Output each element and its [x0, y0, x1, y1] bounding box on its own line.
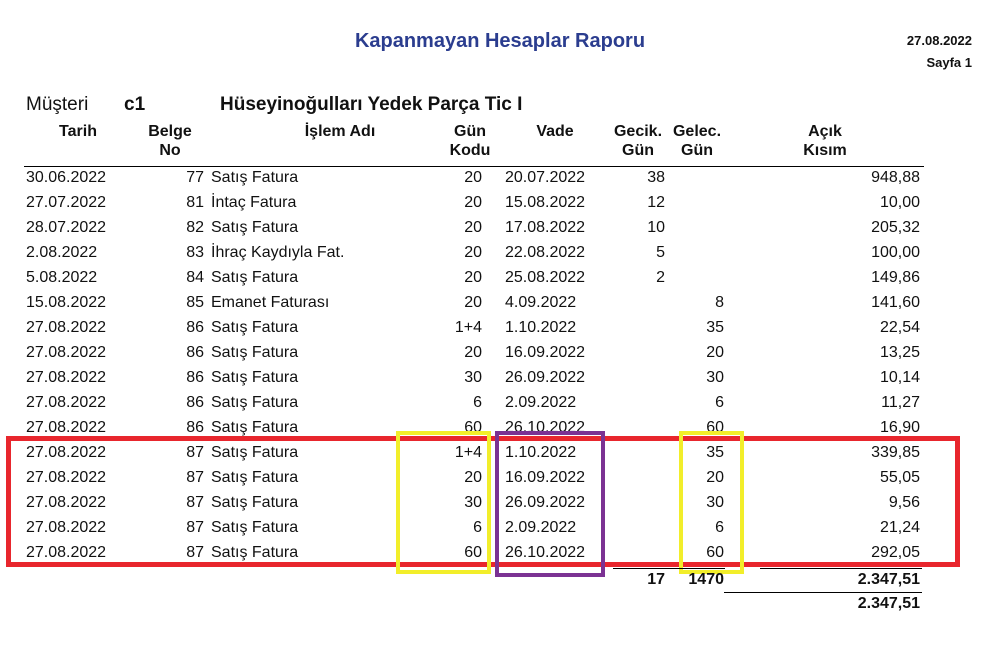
- cell-no: 86: [186, 344, 204, 361]
- cell-gelec: 6: [715, 394, 724, 411]
- cell-kod: 1+4: [454, 319, 482, 336]
- cell-tarih: 27.08.2022: [26, 494, 107, 511]
- cell-no: 86: [186, 419, 204, 436]
- cell-kod: 1+4: [454, 444, 482, 461]
- page-number: Sayfa 1: [926, 55, 972, 70]
- cell-acik: 205,32: [871, 219, 920, 236]
- cell-tarih: 27.08.2022: [26, 444, 107, 461]
- cell-tarih: 27.08.2022: [26, 344, 107, 361]
- cell-no: 82: [186, 219, 204, 236]
- cell-gelec: 60: [706, 544, 724, 561]
- cell-gecik: 10: [647, 219, 665, 236]
- cell-islem: Satış Fatura: [211, 544, 299, 561]
- cell-tarih: 27.08.2022: [26, 319, 107, 336]
- cell-acik: 100,00: [871, 244, 920, 261]
- highlight-yellow-box-gun-kodu: [396, 431, 491, 574]
- cell-tarih: 27.07.2022: [26, 194, 107, 211]
- cell-gecik: 5: [656, 244, 665, 261]
- cell-no: 86: [186, 369, 204, 386]
- total-gecik: 17: [647, 571, 665, 588]
- cell-vade: 1.10.2022: [505, 444, 577, 461]
- cell-tarih: 27.08.2022: [26, 369, 107, 386]
- totals-rule-right: [760, 568, 922, 569]
- table-row: [0, 217, 1000, 242]
- customer-label: Müşteri: [26, 94, 89, 115]
- table-row: [0, 342, 1000, 367]
- cell-islem: Satış Fatura: [211, 394, 299, 411]
- cell-tarih: 2.08.2022: [26, 244, 98, 261]
- cell-gecik: 2: [656, 269, 665, 286]
- cell-no: 84: [186, 269, 204, 286]
- cell-no: 85: [186, 294, 204, 311]
- cell-no: 87: [186, 494, 204, 511]
- cell-no: 81: [186, 194, 204, 211]
- table-row: [0, 167, 1000, 192]
- cell-islem: Satış Fatura: [211, 419, 299, 436]
- cell-tarih: 27.08.2022: [26, 544, 107, 561]
- table-row: [0, 392, 1000, 417]
- cell-islem: Satış Fatura: [211, 444, 299, 461]
- customer-code: c1: [124, 94, 146, 115]
- cell-islem: Emanet Faturası: [211, 294, 330, 311]
- highlight-purple-box-vade: [495, 431, 605, 577]
- cell-vade: 22.08.2022: [505, 244, 586, 261]
- cell-no: 83: [186, 244, 204, 261]
- report-date: 27.08.2022: [906, 33, 972, 48]
- cell-vade: 20.07.2022: [505, 169, 586, 186]
- cell-gecik: 12: [647, 194, 665, 211]
- cell-gelec: 35: [706, 444, 724, 461]
- header-islem-adi: İşlem Adı: [304, 123, 376, 140]
- cell-acik: 339,85: [871, 444, 920, 461]
- cell-tarih: 27.08.2022: [26, 469, 107, 486]
- cell-kod: 20: [464, 219, 482, 236]
- cell-tarih: 28.07.2022: [26, 219, 107, 236]
- cell-acik: 16,90: [879, 419, 920, 436]
- cell-gecik: 38: [647, 169, 665, 186]
- cell-vade: 16.09.2022: [505, 469, 586, 486]
- cell-kod: 20: [464, 194, 482, 211]
- cell-islem: Satış Fatura: [211, 219, 299, 236]
- cell-acik: 149,86: [871, 269, 920, 286]
- cell-acik: 948,88: [871, 169, 920, 186]
- cell-gelec: 30: [706, 369, 724, 386]
- report-meta: [907, 30, 972, 74]
- total-gelec: 1470: [688, 571, 724, 588]
- header-gecik-gun: Gecik. Gün: [613, 123, 663, 159]
- grand-total-rule: [724, 592, 922, 593]
- total-acik: 2.347,51: [857, 571, 920, 588]
- cell-gelec: 35: [706, 319, 724, 336]
- cell-kod: 20: [464, 469, 482, 486]
- cell-acik: 9,56: [888, 494, 920, 511]
- grand-total-acik: 2.347,51: [857, 595, 920, 612]
- cell-islem: İhraç Kaydıyla Fat.: [211, 244, 345, 261]
- cell-tarih: 15.08.2022: [26, 294, 107, 311]
- cell-kod: 60: [464, 419, 482, 436]
- cell-kod: 6: [473, 519, 482, 536]
- cell-vade: 4.09.2022: [505, 294, 577, 311]
- cell-tarih: 27.08.2022: [26, 394, 107, 411]
- cell-islem: Satış Fatura: [211, 319, 299, 336]
- cell-islem: Satış Fatura: [211, 169, 299, 186]
- table-row: [0, 267, 1000, 292]
- cell-kod: 20: [464, 269, 482, 286]
- cell-kod: 6: [473, 394, 482, 411]
- cell-acik: 22,54: [879, 319, 920, 336]
- header-gun-kodu: Gün Kodu: [449, 123, 491, 159]
- cell-tarih: 27.08.2022: [26, 519, 107, 536]
- cell-kod: 30: [464, 494, 482, 511]
- cell-kod: 30: [464, 369, 482, 386]
- cell-acik: 21,24: [879, 519, 920, 536]
- cell-acik: 141,60: [871, 294, 920, 311]
- cell-vade: 2.09.2022: [505, 394, 577, 411]
- cell-vade: 17.08.2022: [505, 219, 586, 236]
- cell-kod: 20: [464, 169, 482, 186]
- header-tarih: Tarih: [59, 123, 97, 140]
- cell-islem: Satış Fatura: [211, 344, 299, 361]
- cell-islem: İntaç Fatura: [211, 194, 297, 211]
- cell-islem: Satış Fatura: [211, 469, 299, 486]
- cell-islem: Satış Fatura: [211, 519, 299, 536]
- table-row: [0, 192, 1000, 217]
- cell-vade: 26.09.2022: [505, 369, 586, 386]
- cell-tarih: 27.08.2022: [26, 419, 107, 436]
- cell-islem: Satış Fatura: [211, 369, 299, 386]
- cell-gelec: 60: [706, 419, 724, 436]
- cell-no: 86: [186, 319, 204, 336]
- header-acik-kisim: Açık Kısım: [803, 123, 847, 159]
- cell-no: 87: [186, 444, 204, 461]
- cell-vade: 1.10.2022: [505, 319, 577, 336]
- cell-no: 87: [186, 469, 204, 486]
- cell-gelec: 30: [706, 494, 724, 511]
- cell-gelec: 8: [715, 294, 724, 311]
- cell-gelec: 6: [715, 519, 724, 536]
- header-vade: Vade: [536, 123, 574, 140]
- cell-gelec: 20: [706, 344, 724, 361]
- cell-acik: 10,14: [879, 369, 920, 386]
- cell-vade: 26.09.2022: [505, 494, 586, 511]
- table-row: [0, 367, 1000, 392]
- cell-acik: 11,27: [881, 394, 920, 411]
- header-belge-no: Belge No: [148, 123, 192, 159]
- cell-no: 86: [186, 394, 204, 411]
- cell-no: 87: [186, 519, 204, 536]
- cell-no: 77: [186, 169, 204, 186]
- report-title: Kapanmayan Hesaplar Raporu: [354, 30, 646, 52]
- cell-acik: 55,05: [879, 469, 920, 486]
- cell-kod: 20: [464, 244, 482, 261]
- table-row: [0, 242, 1000, 267]
- totals-rule-left: [613, 568, 725, 569]
- cell-no: 87: [186, 544, 204, 561]
- cell-vade: 26.10.2022: [505, 419, 586, 436]
- cell-vade: 16.09.2022: [505, 344, 586, 361]
- cell-vade: 25.08.2022: [505, 269, 586, 286]
- cell-kod: 60: [464, 544, 482, 561]
- cell-tarih: 30.06.2022: [26, 169, 107, 186]
- cell-kod: 20: [464, 344, 482, 361]
- customer-name: Hüseyinoğulları Yedek Parça Tic I: [220, 94, 523, 115]
- cell-tarih: 5.08.2022: [26, 269, 98, 286]
- cell-kod: 20: [464, 294, 482, 311]
- cell-acik: 292,05: [871, 544, 920, 561]
- cell-islem: Satış Fatura: [211, 269, 299, 286]
- cell-islem: Satış Fatura: [211, 494, 299, 511]
- cell-gelec: 20: [706, 469, 724, 486]
- cell-acik: 13,25: [879, 344, 920, 361]
- cell-vade: 2.09.2022: [505, 519, 577, 536]
- table-row: [0, 292, 1000, 317]
- cell-vade: 15.08.2022: [505, 194, 586, 211]
- cell-acik: 10,00: [879, 194, 920, 211]
- cell-vade: 26.10.2022: [505, 544, 586, 561]
- header-gelec-gun: Gelec. Gün: [672, 123, 722, 159]
- highlight-yellow-box-gelec: [679, 431, 744, 574]
- table-row: [0, 317, 1000, 342]
